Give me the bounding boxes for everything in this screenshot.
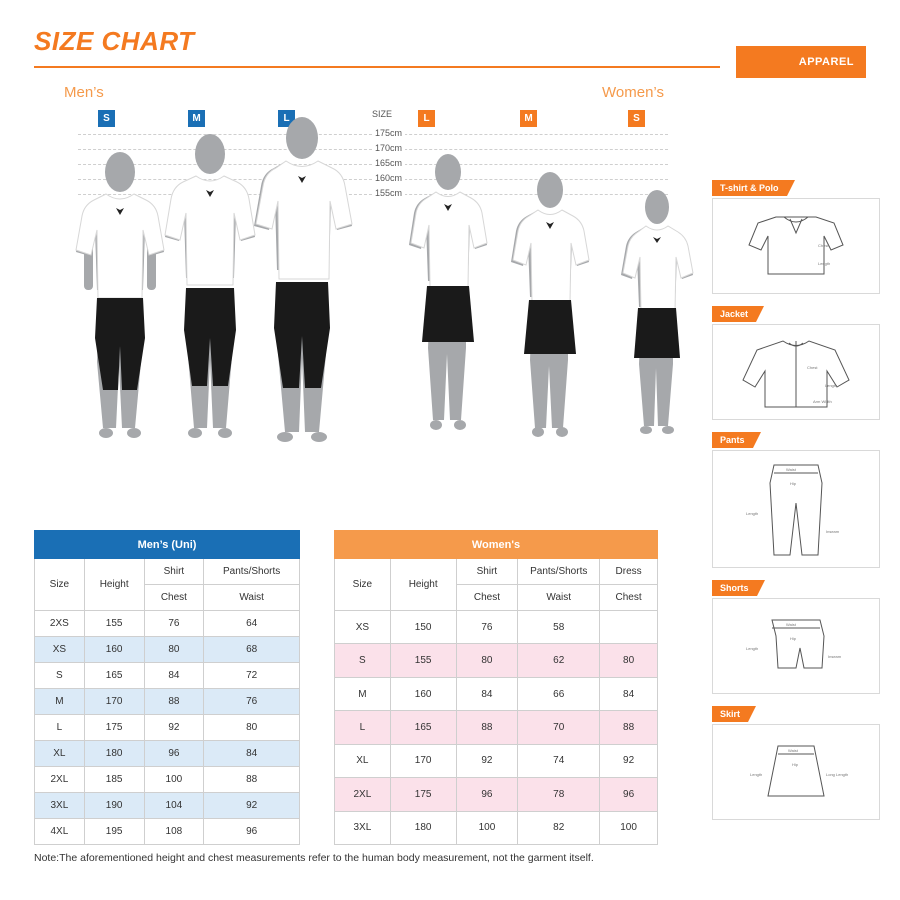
title-divider <box>34 66 720 68</box>
svg-text:Length: Length <box>750 772 763 777</box>
garment-tshirt-polo-label: T-shirt & Polo <box>712 180 795 196</box>
cell-dress: 88 <box>600 711 658 744</box>
figure-male-s <box>72 150 168 470</box>
womens-subheader-chest: Chest <box>456 585 518 611</box>
garment-tshirt-polo-diagram <box>712 198 880 294</box>
cell-size: XS <box>335 611 391 644</box>
mens-group-label: Men’s <box>64 84 104 101</box>
gridlabel-175: 175cm <box>372 128 405 138</box>
cell-dress: 96 <box>600 778 658 811</box>
table-row <box>35 637 300 663</box>
svg-text:Hip: Hip <box>792 762 799 767</box>
cell-height: 160 <box>84 637 144 663</box>
cell-chest: 96 <box>456 778 518 811</box>
cell-chest: 104 <box>144 793 204 819</box>
cell-height: 155 <box>84 611 144 637</box>
mens-subheader-waist: Waist <box>204 585 300 611</box>
cell-height: 185 <box>84 767 144 793</box>
cell-waist: 92 <box>204 793 300 819</box>
figure-female-l <box>405 152 491 472</box>
table-row <box>35 793 300 819</box>
cell-height: 150 <box>390 611 456 644</box>
figure-male-m <box>160 132 260 472</box>
cell-dress: 100 <box>600 811 658 844</box>
cell-waist: 84 <box>204 741 300 767</box>
garment-pants-label: Pants <box>712 432 761 448</box>
cell-height: 195 <box>84 819 144 845</box>
svg-text:Arm Width: Arm Width <box>813 399 832 404</box>
womens-size-table <box>334 530 658 845</box>
table-row <box>335 677 658 710</box>
cell-size: L <box>335 711 391 744</box>
cell-chest: 88 <box>456 711 518 744</box>
table-row <box>35 767 300 793</box>
cell-waist: 62 <box>518 644 600 677</box>
cell-height: 160 <box>390 677 456 710</box>
womens-header-dress: Dress <box>600 559 658 585</box>
cell-size: 2XL <box>335 778 391 811</box>
page-title: SIZE CHART <box>34 26 195 56</box>
cell-chest: 80 <box>456 644 518 677</box>
figure-male-l <box>248 114 356 474</box>
table-row <box>35 715 300 741</box>
gridlabel-155: 155cm <box>372 188 405 198</box>
svg-text:Length: Length <box>746 646 759 651</box>
cell-waist: 76 <box>204 689 300 715</box>
womens-group-label: Women’s <box>602 84 664 101</box>
figure-female-m <box>508 170 592 470</box>
mens-header-height: Height <box>84 559 144 611</box>
cell-height: 180 <box>84 741 144 767</box>
svg-text:Inseam: Inseam <box>828 654 842 659</box>
gridlabel-170: 170cm <box>372 143 405 153</box>
table-row <box>335 744 658 777</box>
table-row <box>335 811 658 844</box>
cell-waist: 72 <box>204 663 300 689</box>
cell-waist: 58 <box>518 611 600 644</box>
cell-waist: 78 <box>518 778 600 811</box>
svg-text:Waist: Waist <box>788 748 798 753</box>
gridlabel-165: 165cm <box>372 158 405 168</box>
garment-tshirt-polo <box>712 178 880 294</box>
table-row <box>35 663 300 689</box>
garment-jacket-label: Jacket <box>712 306 764 322</box>
table-row <box>35 611 300 637</box>
svg-text:Length: Length <box>818 261 831 266</box>
cell-waist: 82 <box>518 811 600 844</box>
footer-note: Note:The aforementioned height and chest measurements refer to the human body measurement, not the garment itself. <box>34 852 594 864</box>
table-row <box>335 778 658 811</box>
cell-size: M <box>35 689 85 715</box>
table-row <box>35 819 300 845</box>
mens-header-size: Size <box>35 559 85 611</box>
cell-size: XL <box>35 741 85 767</box>
cell-waist: 68 <box>204 637 300 663</box>
cell-size: XS <box>35 637 85 663</box>
cell-size: L <box>35 715 85 741</box>
cell-waist: 74 <box>518 744 600 777</box>
cell-waist: 88 <box>204 767 300 793</box>
cell-height: 190 <box>84 793 144 819</box>
womens-header-pants: Pants/Shorts <box>518 559 600 585</box>
size-tables <box>34 530 866 845</box>
size-badge-women-l: L <box>418 110 435 127</box>
cell-chest: 80 <box>144 637 204 663</box>
cell-chest: 100 <box>144 767 204 793</box>
cell-height: 170 <box>390 744 456 777</box>
cell-dress: 92 <box>600 744 658 777</box>
svg-text:Inseam: Inseam <box>826 529 840 534</box>
mens-header-pants: Pants/Shorts <box>204 559 300 585</box>
womens-table-caption: Women's <box>335 531 658 559</box>
garment-shorts-label: Shorts <box>712 580 765 596</box>
table-row <box>335 711 658 744</box>
cell-waist: 96 <box>204 819 300 845</box>
svg-text:Waist: Waist <box>786 467 796 472</box>
cell-chest: 84 <box>456 677 518 710</box>
cell-size: 2XS <box>35 611 85 637</box>
womens-subheader-waist: Waist <box>518 585 600 611</box>
cell-waist: 66 <box>518 677 600 710</box>
table-row <box>335 611 658 644</box>
cell-size: S <box>35 663 85 689</box>
cell-height: 175 <box>84 715 144 741</box>
gridlabel-160: 160cm <box>372 173 405 183</box>
cell-height: 165 <box>84 663 144 689</box>
svg-text:Long Length: Long Length <box>826 772 849 777</box>
svg-text:Waist: Waist <box>786 622 796 627</box>
cell-size: 2XL <box>35 767 85 793</box>
mens-subheader-chest: Chest <box>144 585 204 611</box>
womens-header-height: Height <box>390 559 456 611</box>
figure-female-s <box>618 188 696 466</box>
cell-chest: 76 <box>144 611 204 637</box>
table-row <box>335 644 658 677</box>
cell-waist: 64 <box>204 611 300 637</box>
cell-height: 155 <box>390 644 456 677</box>
table-row <box>35 689 300 715</box>
svg-text:Length: Length <box>746 511 759 516</box>
cell-chest: 84 <box>144 663 204 689</box>
cell-dress: 84 <box>600 677 658 710</box>
cell-chest: 96 <box>144 741 204 767</box>
svg-text:Length: Length <box>825 383 838 388</box>
cell-dress: 80 <box>600 644 658 677</box>
cell-chest: 76 <box>456 611 518 644</box>
garment-jacket <box>712 304 880 420</box>
cell-height: 165 <box>390 711 456 744</box>
size-badge-men-l: L <box>278 110 295 127</box>
svg-text:Hip: Hip <box>790 481 797 486</box>
cell-size: M <box>335 677 391 710</box>
cell-waist: 80 <box>204 715 300 741</box>
size-badge-women-s: S <box>628 110 645 127</box>
womens-header-shirt: Shirt <box>456 559 518 585</box>
size-badge-women-m: M <box>520 110 537 127</box>
size-axis-label: SIZE <box>372 109 393 119</box>
cell-height: 175 <box>390 778 456 811</box>
cell-size: XL <box>335 744 391 777</box>
apparel-tab: APPAREL <box>736 46 866 78</box>
cell-chest: 92 <box>456 744 518 777</box>
svg-text:Chest: Chest <box>807 365 818 370</box>
cell-chest: 92 <box>144 715 204 741</box>
size-badge-men-m: M <box>188 110 205 127</box>
cell-height: 180 <box>390 811 456 844</box>
cell-size: 4XL <box>35 819 85 845</box>
cell-size: 3XL <box>35 793 85 819</box>
cell-height: 170 <box>84 689 144 715</box>
cell-size: 3XL <box>335 811 391 844</box>
svg-text:Chest: Chest <box>818 243 829 248</box>
garment-jacket-diagram <box>712 324 880 420</box>
page-header <box>20 18 880 76</box>
cell-chest: 100 <box>456 811 518 844</box>
mens-header-shirt: Shirt <box>144 559 204 585</box>
svg-text:Hip: Hip <box>790 636 797 641</box>
mens-table-caption: Men’s (Uni) <box>35 531 300 559</box>
cell-waist: 70 <box>518 711 600 744</box>
womens-subheader-dress-chest: Chest <box>600 585 658 611</box>
cell-dress <box>600 611 658 644</box>
cell-chest: 108 <box>144 819 204 845</box>
cell-size: S <box>335 644 391 677</box>
size-badge-men-s: S <box>98 110 115 127</box>
womens-header-size: Size <box>335 559 391 611</box>
garment-skirt-label: Skirt <box>712 706 756 722</box>
table-row <box>35 741 300 767</box>
mens-size-table <box>34 530 300 845</box>
cell-chest: 88 <box>144 689 204 715</box>
